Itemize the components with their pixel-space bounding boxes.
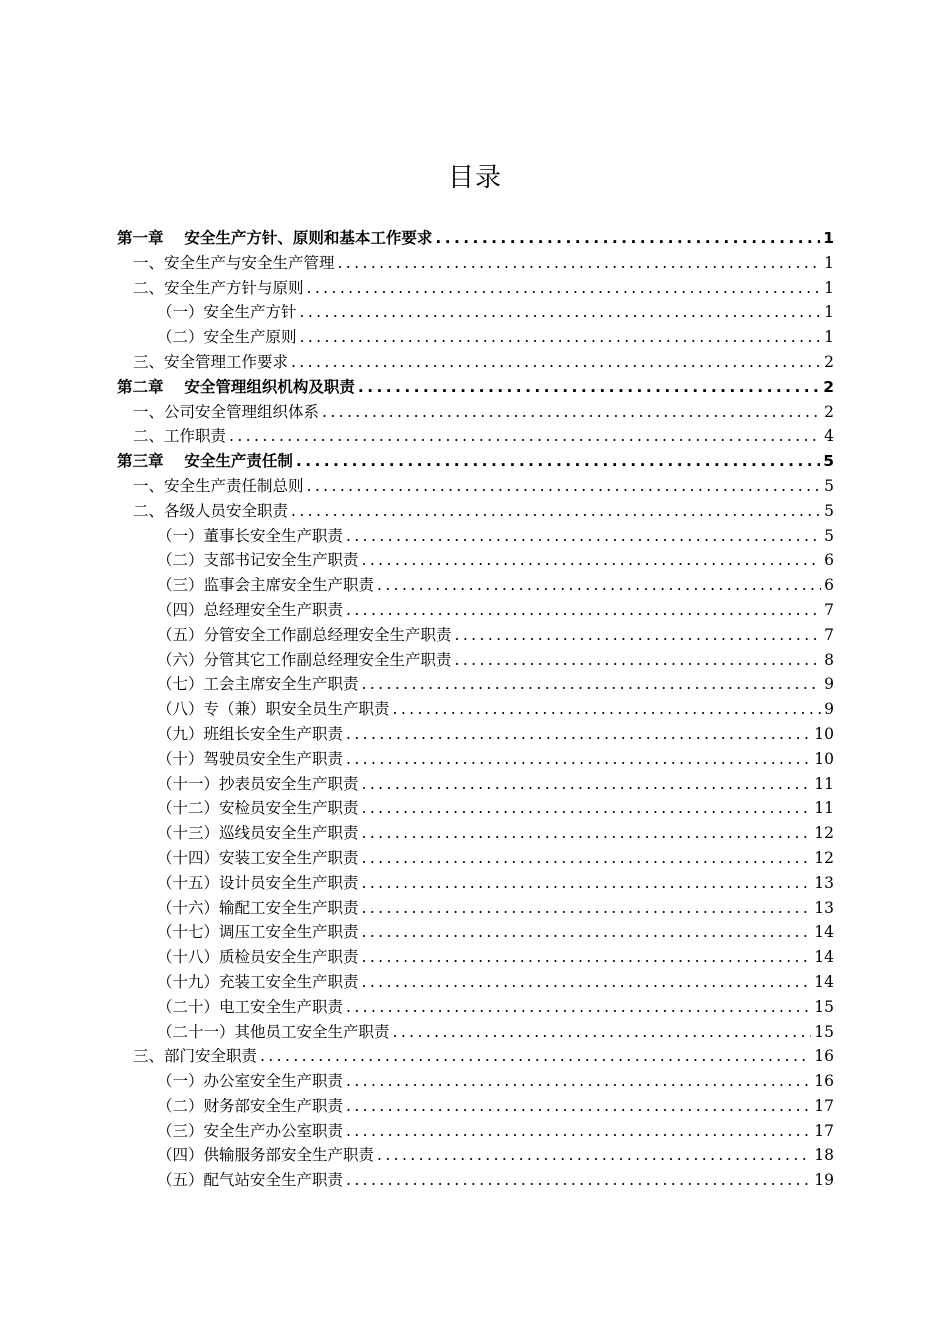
toc-dot-leader — [307, 276, 822, 301]
toc-chapter-entry[interactable] — [117, 449, 834, 474]
toc-entry-title: （六）分管其它工作副总经理安全生产职责 — [157, 650, 452, 669]
toc-dot-leader — [362, 821, 812, 846]
toc-page-number: 9 — [824, 675, 834, 694]
toc-entry-title: （二十）电工安全生产职责 — [157, 997, 344, 1016]
toc-dot-leader — [362, 896, 812, 921]
toc-entry-title: 一、安全生产与安全生产管理 — [133, 253, 335, 272]
toc-entry-title: （十三）巡线员安全生产职责 — [157, 824, 359, 843]
toc-dot-leader — [260, 1044, 811, 1069]
toc-dot-leader — [307, 474, 822, 499]
toc-entry-title: （一）安全生产方针 — [157, 303, 297, 322]
toc-entry-title: 三、部门安全职责 — [133, 1047, 258, 1066]
toc-dot-leader — [346, 1168, 811, 1193]
toc-subsection-entry[interactable] — [117, 945, 834, 970]
toc-page-number: 5 — [824, 526, 834, 545]
toc-dot-leader — [362, 920, 812, 945]
toc-page-number: 11 — [814, 799, 834, 818]
toc-subsection-entry[interactable] — [117, 747, 834, 772]
toc-dot-leader — [346, 1069, 811, 1094]
toc-page-number: 7 — [824, 625, 834, 644]
toc-entry-title: （十一）抄表员安全生产职责 — [157, 774, 359, 793]
toc-subsection-entry[interactable] — [117, 1168, 834, 1193]
toc-dot-leader — [362, 772, 812, 797]
toc-page-number: 5 — [824, 476, 834, 495]
toc-entry-title: 二、工作职责 — [133, 427, 227, 446]
toc-subsection-entry[interactable] — [117, 722, 834, 747]
toc-dot-leader — [377, 1143, 811, 1168]
toc-page-number: 16 — [814, 1072, 834, 1091]
toc-page-number: 8 — [824, 650, 834, 669]
toc-page-number: 17 — [814, 1121, 834, 1140]
toc-dot-leader — [346, 995, 811, 1020]
toc-entry-title: 三、安全管理工作要求 — [133, 352, 289, 371]
toc-subsection-entry[interactable] — [117, 1069, 834, 1094]
toc-entry-title: （十四）安装工安全生产职责 — [157, 848, 359, 867]
toc-dot-leader — [346, 747, 811, 772]
toc-entry-title: （八）专（兼）职安全员生产职责 — [157, 700, 390, 719]
toc-page-number: 10 — [814, 749, 834, 768]
toc-entry-title: 第一章 安全生产方针、原则和基本工作要求 — [117, 229, 433, 247]
toc-page-number: 1 — [823, 229, 834, 247]
toc-entry-title: （十六）输配工安全生产职责 — [157, 898, 359, 917]
toc-section-entry[interactable] — [117, 424, 834, 449]
toc-page-number: 13 — [814, 873, 834, 892]
toc-dot-leader — [358, 375, 820, 400]
toc-entry-title: （九）班组长安全生产职责 — [157, 724, 344, 743]
toc-page-number: 14 — [814, 948, 834, 967]
toc-page-number: 2 — [823, 377, 834, 396]
toc-page-number: 10 — [814, 724, 834, 743]
toc-entry-title: （一）董事长安全生产职责 — [157, 526, 344, 545]
toc-section-entry[interactable] — [117, 1044, 834, 1069]
toc-section-entry[interactable] — [117, 400, 834, 425]
toc-chapter-entry[interactable] — [117, 375, 834, 400]
toc-subsection-entry[interactable] — [117, 896, 834, 921]
toc-page-number: 18 — [814, 1146, 834, 1165]
toc-dot-leader — [346, 598, 821, 623]
toc-page-number: 5 — [823, 452, 834, 471]
toc-page-number: 1 — [824, 253, 834, 272]
toc-subsection-entry[interactable] — [117, 1119, 834, 1144]
toc-page-number: 15 — [814, 1022, 834, 1041]
toc-subsection-entry[interactable] — [117, 325, 834, 350]
toc-entry-title: 二、各级人员安全职责 — [133, 501, 289, 520]
toc-dot-leader — [300, 325, 822, 350]
toc-entry-title: （五）分管安全工作副总经理安全生产职责 — [157, 625, 452, 644]
toc-subsection-entry[interactable] — [117, 772, 834, 797]
toc-dot-leader — [362, 548, 822, 573]
toc-subsection-entry[interactable] — [117, 648, 834, 673]
toc-entry-title: （四）总经理安全生产职责 — [157, 600, 344, 619]
toc-section-entry[interactable] — [117, 350, 834, 375]
toc-subsection-entry[interactable] — [117, 995, 834, 1020]
toc-page-number: 1 — [824, 303, 834, 322]
toc-dot-leader — [322, 400, 821, 425]
toc-subsection-entry[interactable] — [117, 598, 834, 623]
toc-page-number: 2 — [824, 402, 834, 421]
toc-subsection-entry[interactable] — [117, 697, 834, 722]
toc-dot-leader — [229, 424, 821, 449]
toc-dot-leader — [393, 1020, 812, 1045]
toc-dot-leader — [362, 672, 822, 697]
toc-entry-title: （十九）充装工安全生产职责 — [157, 972, 359, 991]
toc-dot-leader — [362, 846, 812, 871]
table-of-contents — [117, 226, 834, 1193]
toc-entry-title: （五）配气站安全生产职责 — [157, 1171, 344, 1190]
toc-subsection-entry[interactable] — [117, 623, 834, 648]
toc-page-number: 12 — [814, 848, 834, 867]
toc-page-number: 14 — [814, 923, 834, 942]
toc-section-entry[interactable] — [117, 276, 834, 301]
toc-page-number: 19 — [814, 1171, 834, 1190]
toc-page-number: 6 — [824, 551, 834, 570]
toc-section-entry[interactable] — [117, 499, 834, 524]
toc-entry-title: 二、安全生产方针与原则 — [133, 278, 304, 297]
toc-dot-leader — [346, 1094, 811, 1119]
toc-entry-title: 一、安全生产责任制总则 — [133, 476, 304, 495]
toc-page-number: 5 — [824, 501, 834, 520]
toc-page-number: 6 — [824, 576, 834, 595]
toc-subsection-entry[interactable] — [117, 573, 834, 598]
toc-dot-leader — [362, 796, 812, 821]
toc-page-number: 15 — [814, 997, 834, 1016]
toc-entry-title: （七）工会主席安全生产职责 — [157, 675, 359, 694]
toc-dot-leader — [300, 300, 822, 325]
toc-subsection-entry[interactable] — [117, 1094, 834, 1119]
toc-page-number: 4 — [824, 427, 834, 446]
toc-entry-title: （十八）质检员安全生产职责 — [157, 948, 359, 967]
toc-entry-title: （四）供输服务部安全生产职责 — [157, 1146, 375, 1165]
toc-section-entry[interactable] — [117, 251, 834, 276]
toc-subsection-entry[interactable] — [117, 300, 834, 325]
toc-dot-leader — [362, 945, 812, 970]
toc-entry-title: 一、公司安全管理组织体系 — [133, 402, 320, 421]
toc-subsection-entry[interactable] — [117, 970, 834, 995]
toc-dot-leader — [393, 697, 822, 722]
toc-subsection-entry[interactable] — [117, 920, 834, 945]
toc-page-number: 9 — [824, 700, 834, 719]
toc-subsection-entry[interactable] — [117, 821, 834, 846]
toc-page-number: 12 — [814, 824, 834, 843]
toc-dot-leader — [338, 251, 822, 276]
toc-dot-leader — [362, 970, 812, 995]
toc-page-number: 16 — [814, 1047, 834, 1066]
toc-entry-title: （一）办公室安全生产职责 — [157, 1072, 344, 1091]
page-title: 目录 — [447, 163, 502, 193]
toc-entry-title: 第二章 安全管理组织机构及职责 — [117, 377, 355, 396]
toc-entry-title: （十二）安检员安全生产职责 — [157, 799, 359, 818]
toc-page-number: 11 — [814, 774, 834, 793]
toc-page-number: 2 — [824, 352, 834, 371]
toc-dot-leader — [346, 722, 811, 747]
toc-dot-leader — [455, 648, 822, 673]
toc-entry-title: 第三章 安全生产责任制 — [117, 452, 293, 471]
toc-page-number: 1 — [824, 328, 834, 347]
toc-page-number: 14 — [814, 972, 834, 991]
toc-subsection-entry[interactable] — [117, 796, 834, 821]
toc-entry-title: （二）支部书记安全生产职责 — [157, 551, 359, 570]
toc-chapter-entry[interactable] — [117, 226, 834, 251]
toc-entry-title: （三）安全生产办公室职责 — [157, 1121, 344, 1140]
toc-entry-title: （十五）设计员安全生产职责 — [157, 873, 359, 892]
toc-page-number: 17 — [814, 1096, 834, 1115]
toc-entry-title: （十）驾驶员安全生产职责 — [157, 749, 344, 768]
toc-page-number: 13 — [814, 898, 834, 917]
toc-entry-title: （十七）调压工安全生产职责 — [157, 923, 359, 942]
toc-dot-leader — [362, 871, 812, 896]
toc-page-number: 1 — [824, 278, 834, 297]
toc-dot-leader — [455, 623, 822, 648]
toc-page-number: 7 — [824, 600, 834, 619]
toc-entry-title: （二）财务部安全生产职责 — [157, 1096, 344, 1115]
toc-entry-title: （二十一）其他员工安全生产职责 — [157, 1022, 390, 1041]
toc-section-entry[interactable] — [117, 474, 834, 499]
toc-dot-leader — [377, 573, 821, 598]
toc-subsection-entry[interactable] — [117, 846, 834, 871]
toc-subsection-entry[interactable] — [117, 1143, 834, 1168]
toc-dot-leader — [296, 449, 820, 474]
toc-dot-leader — [291, 499, 821, 524]
toc-dot-leader — [346, 524, 821, 549]
toc-entry-title: （三）监事会主席安全生产职责 — [157, 576, 375, 595]
toc-dot-leader — [435, 226, 820, 251]
toc-subsection-entry[interactable] — [117, 672, 834, 697]
toc-entry-title: （二）安全生产原则 — [157, 328, 297, 347]
toc-subsection-entry[interactable] — [117, 548, 834, 573]
toc-dot-leader — [346, 1119, 811, 1144]
toc-subsection-entry[interactable] — [117, 871, 834, 896]
toc-subsection-entry[interactable] — [117, 1020, 834, 1045]
toc-dot-leader — [291, 350, 821, 375]
toc-subsection-entry[interactable] — [117, 524, 834, 549]
